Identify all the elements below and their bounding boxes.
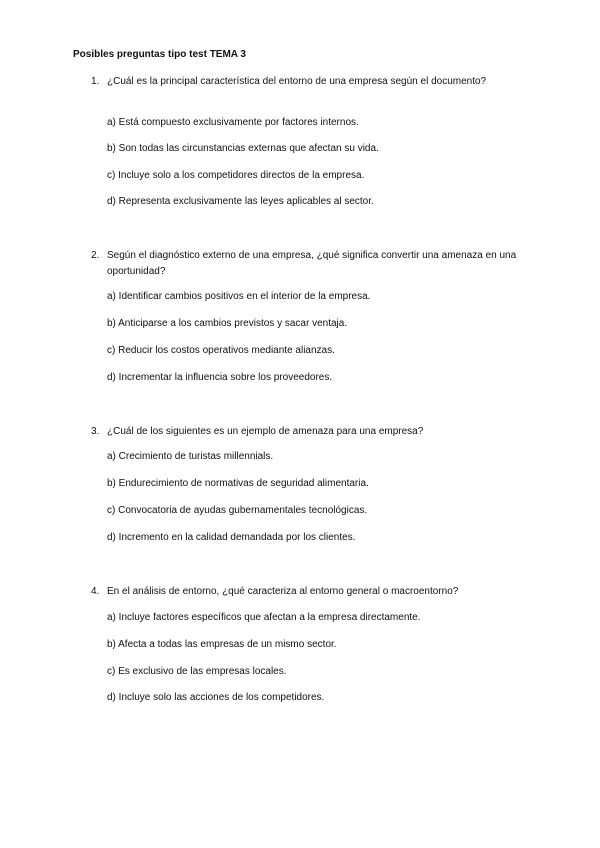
answer-option-b: b) Son todas las circunstancias externas que afectan su vida.: [107, 143, 379, 154]
answer-option-c: c) Convocatoria de ayudas gubernamentales tecnológicas.: [107, 505, 368, 516]
question-text: ¿Cuál es la principal característica del entorno de una empresa según el documento?: [107, 76, 487, 87]
answer-option-a: a) Incluye factores específicos que afectan a la empresa directamente.: [107, 612, 421, 623]
answer-option-d: d) Representa exclusivamente las leyes aplicables al sector.: [107, 196, 374, 207]
answer-option-a: a) Identificar cambios positivos en el interior de la empresa.: [107, 291, 371, 302]
answer-option-b: b) Endurecimiento de normativas de seguridad alimentaria.: [107, 478, 369, 489]
question-number: 3.: [91, 426, 100, 437]
answer-option-d: d) Incluye solo las acciones de los competidores.: [107, 692, 325, 703]
answer-option-d: d) Incremento en la calidad demandada por los clientes.: [107, 532, 356, 543]
question-text: En el análisis de entorno, ¿qué caracteriza al entorno general o macroentorno?: [107, 586, 459, 597]
answer-option-b: b) Anticiparse a los cambios previstos y sacar ventaja.: [107, 318, 348, 329]
question-number: 1.: [91, 76, 100, 87]
question-text: ¿Cuál de los siguientes es un ejemplo de amenaza para una empresa?: [107, 426, 424, 437]
answer-option-b: b) Afecta a todas las empresas de un mismo sector.: [107, 639, 337, 650]
answer-option-d: d) Incrementar la influencia sobre los proveedores.: [107, 372, 333, 383]
answer-option-c: c) Es exclusivo de las empresas locales.: [107, 666, 287, 677]
answer-option-c: c) Incluye solo a los competidores directos de la empresa.: [107, 170, 365, 181]
answer-option-c: c) Reducir los costos operativos mediante alianzas.: [107, 345, 335, 356]
answer-option-a: a) Está compuesto exclusivamente por factores internos.: [107, 117, 359, 128]
question-number: 2.: [91, 250, 100, 261]
answer-option-a: a) Crecimiento de turistas millennials.: [107, 451, 274, 462]
question-text: Según el diagnóstico externo de una empresa, ¿qué significa convertir una amenaza en una oportunidad?: [107, 250, 517, 277]
document-title: Posibles preguntas tipo test TEMA 3: [73, 49, 246, 60]
question-number: 4.: [91, 586, 100, 597]
